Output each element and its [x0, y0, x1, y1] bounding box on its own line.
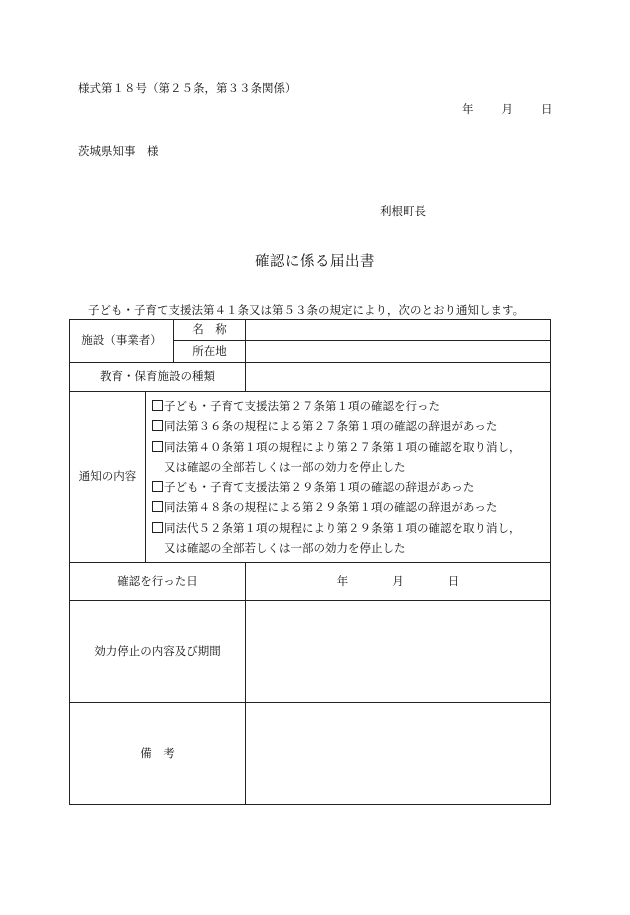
confirm-year: 年	[336, 573, 349, 588]
confirm-day: 日	[447, 573, 460, 588]
notice-options	[146, 392, 551, 563]
date-line	[462, 101, 553, 117]
facility-type-field[interactable]	[246, 363, 551, 392]
checkbox[interactable]	[152, 522, 163, 533]
notice-option-3[interactable]	[152, 437, 550, 457]
notice-option-2[interactable]	[152, 416, 550, 436]
form-table	[69, 319, 551, 805]
name-label: 名 称	[174, 320, 246, 341]
location-field[interactable]	[246, 341, 551, 363]
notice-option-text: 同法第３６条の規程による第２７条第１項の確認の辞退があった	[164, 419, 498, 434]
checkbox[interactable]	[152, 481, 163, 492]
remarks-label: 備 考	[70, 703, 246, 805]
checkbox[interactable]	[152, 400, 163, 411]
notice-option-text: 同法第４０条第１項の規程により第２７条第１項の確認を取り消し，	[164, 439, 521, 454]
notice-option-text: 子ども・子育て支援法第２７条第１項の確認を行った	[164, 399, 440, 413]
confirm-month: 月	[392, 573, 404, 588]
intro-text: 子ども・子育て支援法第４１条又は第５３条の規定により，次のとおり通知します。	[88, 303, 525, 317]
form-number: 様式第１８号（第２５条，第３３条関係）	[78, 81, 297, 95]
facility-type-label: 教育・保育施設の種類	[70, 363, 246, 392]
notice-option-text: 同法代５２条第１項の規程により第２９条第１項の確認を取り消し，	[164, 520, 521, 535]
notice-option-text: 同法第４８条の規程による第２９条第１項の確認の辞退があった	[164, 500, 498, 515]
date-month: 月	[501, 102, 513, 116]
location-label: 所在地	[174, 341, 246, 363]
notice-option-3-cont: 又は確認の全部若しくは一部の効力を停止した	[164, 459, 406, 474]
notice-option-5[interactable]	[152, 497, 550, 517]
checkbox[interactable]	[152, 501, 163, 512]
addressee: 茨城県知事 様	[78, 144, 159, 158]
checkbox[interactable]	[152, 420, 163, 431]
suspension-label: 効力停止の内容及び期間	[70, 601, 246, 703]
date-year: 年	[462, 102, 474, 116]
remarks-field[interactable]	[246, 703, 551, 805]
notice-option-1[interactable]	[152, 396, 550, 416]
notice-label: 通知の内容	[70, 392, 146, 563]
confirm-date-label: 確認を行った日	[70, 563, 246, 601]
name-field[interactable]	[246, 320, 551, 341]
facility-label: 施設（事業者）	[70, 320, 174, 363]
sender: 利根町長	[380, 204, 426, 218]
document-title: 確認に係る届出書	[255, 254, 375, 270]
checkbox[interactable]	[152, 441, 163, 452]
notice-option-6[interactable]	[152, 518, 550, 538]
notice-option-text: 子ども・子育て支援法第２９条第１項の確認の辞退があった	[164, 480, 475, 495]
confirm-date-field[interactable]	[246, 563, 551, 601]
date-day: 日	[541, 102, 553, 116]
notice-option-6-cont: 又は確認の全部若しくは一部の効力を停止した	[164, 541, 406, 556]
notice-option-4[interactable]	[152, 477, 550, 497]
suspension-field[interactable]	[246, 601, 551, 703]
